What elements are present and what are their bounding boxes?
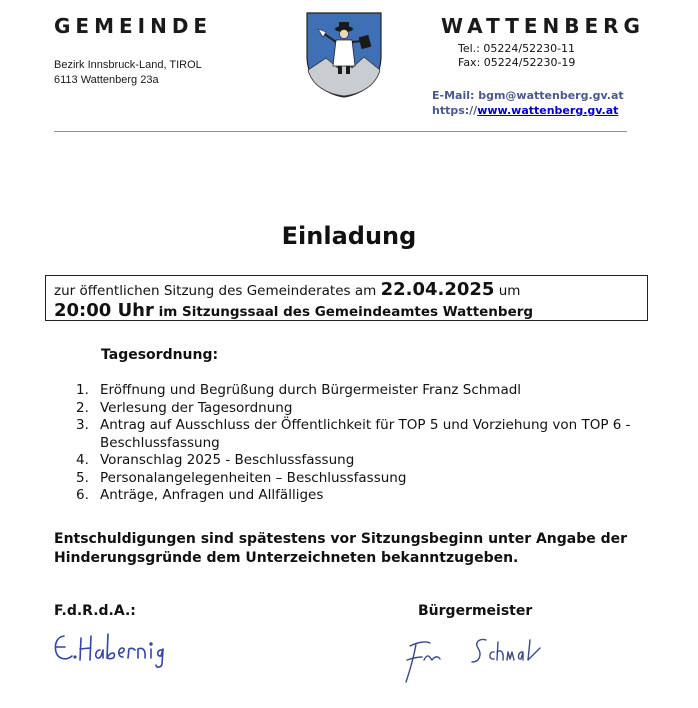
meeting-time: 20:00 Uhr <box>54 300 154 321</box>
agenda-heading: Tagesordnung: <box>101 347 219 363</box>
meeting-location: im Sitzungssaal des Gemeindeamtes Wattenberg <box>153 304 534 320</box>
agenda-item <box>76 469 680 488</box>
website-prefix: https:// <box>432 104 478 117</box>
invitation-post: um <box>494 283 521 299</box>
signature-schmadl-icon <box>400 630 545 686</box>
email-text[interactable]: E-Mail: bgm@wattenberg.gv.at <box>432 89 624 102</box>
invitation-line-1 <box>54 280 647 301</box>
mayor-label: Bürgermeister <box>418 603 533 619</box>
agenda-item <box>76 417 680 452</box>
fdrda-label: F.d.R.d.A.: <box>54 603 136 619</box>
header-right-title: WATTENBERG <box>441 14 645 38</box>
agenda-item-text: Verlesung der Tagesordnung <box>100 399 293 416</box>
agenda-item-text: Personalangelegenheiten – Beschlussfassung <box>100 469 407 486</box>
signature-habernig-icon <box>50 628 172 670</box>
agenda-item-number: 5. <box>76 469 89 486</box>
agenda-item <box>76 487 680 505</box>
district-text: Bezirk Innsbruck-Land, TIROL <box>54 59 202 71</box>
website-link[interactable]: www.wattenberg.gv.at <box>477 104 619 117</box>
address-text: 6113 Wattenberg 23a <box>54 74 159 86</box>
agenda-item-number: 4. <box>76 452 89 468</box>
document-title: Einladung <box>281 222 417 250</box>
address-block <box>54 58 202 88</box>
header-left-title: GEMEINDE <box>54 14 213 38</box>
fax-text: Fax: 05224/52230-19 <box>458 56 576 69</box>
coat-of-arms-icon <box>306 12 382 98</box>
agenda-item-text: Eröffnung und Begrüßung durch Bürgermeister Franz Schmadl <box>100 382 522 398</box>
agenda-item-number: 2. <box>76 399 89 416</box>
excuse-note: Entschuldigungen sind spätestens vor Sitzungsbeginn unter Angabe der Hinderungsgründe dem Unterzeichneten bekanntzugeben. <box>54 531 628 566</box>
agenda-item-number: 1. <box>76 382 89 398</box>
agenda-item-number: 3. <box>76 417 89 433</box>
website-line <box>432 103 624 118</box>
tel-text: Tel.: 05224/52230-11 <box>458 42 576 55</box>
meeting-date: 22.04.2025 <box>380 279 495 300</box>
invitation-pre: zur öffentlichen Sitzung des Gemeinderates am <box>54 283 381 299</box>
agenda-item-text: Anträge, Anfragen und Allfälliges <box>100 487 324 503</box>
invitation-line-2 <box>54 301 647 322</box>
online-contact <box>432 88 624 118</box>
agenda-list <box>54 382 680 505</box>
agenda-item <box>76 452 680 470</box>
agenda-item-text: Voranschlag 2025 - Beschlussfassung <box>100 452 355 468</box>
contact-block <box>458 42 575 70</box>
agenda-item-text: Antrag auf Ausschluss der Öffentlichkeit für TOP 5 und Vorziehung von TOP 6 - Beschlussfassung <box>100 417 631 451</box>
header-divider <box>54 131 627 132</box>
agenda-item-number: 6. <box>76 487 89 503</box>
invitation-box <box>45 275 648 321</box>
agenda-item <box>76 382 680 400</box>
agenda-item <box>76 399 680 418</box>
